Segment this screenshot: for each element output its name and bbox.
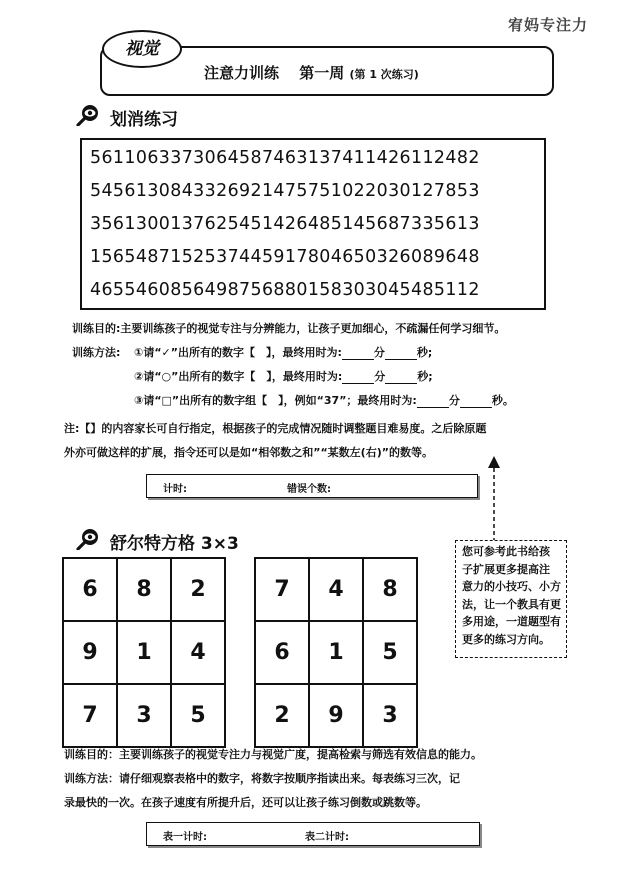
digit-row: 4655460856498756880158303045485112 [90, 280, 480, 300]
time-blank-minutes[interactable] [342, 347, 374, 360]
method-item [134, 344, 432, 360]
side-note-line: 多用途，一道题型有 [462, 615, 561, 628]
grid-cell[interactable]: 9 [63, 621, 117, 684]
training-method-label: 训练方法: [72, 346, 121, 359]
time-blank-minutes[interactable] [417, 395, 449, 408]
side-note-line: 更多的练习方向。 [462, 632, 550, 646]
grid-cell[interactable]: 4 [171, 621, 225, 684]
grid-cell[interactable]: 5 [171, 684, 225, 747]
grid-cell[interactable]: 9 [309, 684, 363, 747]
schulte-method-line1: 训练方法：请仔细观察表格中的数字，将数字按顺序指读出来。每表练习三次，记 [64, 772, 460, 785]
section-schulte-heading [76, 528, 239, 555]
minutes-unit: 分 [448, 394, 460, 407]
time-blank-seconds[interactable] [385, 347, 417, 360]
side-note-line: 法，让一个教具有更 [462, 597, 561, 611]
schulte-grid-2 [254, 557, 418, 748]
grid-cell[interactable]: 6 [255, 621, 309, 684]
grid-cell[interactable]: 7 [63, 684, 117, 747]
arrow-up-icon [484, 456, 504, 542]
time-blank-minutes[interactable] [342, 371, 374, 384]
note-text-line1: 注:【】的内容家长可自行指定，根据孩子的完成情况随时调整题目难易度。之后除原题 [64, 422, 487, 435]
method-item-text: ③请“□”出所有的数字组【 】，例如“37”；最终用时为: [134, 394, 417, 407]
error-count-label: 错误个数: [287, 484, 331, 495]
digit-grid-box [80, 138, 546, 310]
grid-cell[interactable]: 2 [171, 558, 225, 621]
grid-cell[interactable]: 1 [117, 621, 171, 684]
table1-timer-label: 表一计时: [163, 832, 207, 843]
grid-cell[interactable]: 5 [363, 621, 417, 684]
seconds-unit: 秒; [417, 370, 433, 383]
digit-row: 5456130843326921475751022030127853 [90, 181, 480, 201]
schulte-method-line2: 录最快的一次。在孩子速度有所提升后，还可以让孩子练习倒数或跳数等。 [64, 796, 427, 809]
grid-cell[interactable]: 4 [309, 558, 363, 621]
seconds-unit: 秒; [416, 346, 433, 359]
grid-cell[interactable]: 3 [363, 684, 417, 747]
magnifier-eye-icon [76, 104, 100, 131]
header-tab [102, 30, 182, 68]
page-title-main: 注意力训练 第一周 [204, 64, 345, 82]
schulte-timer-box [146, 822, 480, 846]
digit-row: 1565487152537445917804650326089648 [90, 247, 480, 267]
method-item [134, 392, 514, 408]
side-note-line: 意力的小技巧、小方 [462, 580, 561, 593]
note-text-line2: 外亦可做这样的扩展，指令还可以是如“相邻数之和”“某数左(右)”的数等。 [64, 446, 433, 459]
table2-timer-label: 表二计时: [305, 832, 349, 843]
side-note-line: 子扩展更多提高注 [462, 562, 550, 576]
section-cancellation-heading [76, 104, 178, 131]
section-schulte-title: 舒尔特方格 3×3 [110, 534, 239, 554]
method-item-text: ②请“○”出所有的数字【 】，最终用时为: [134, 370, 343, 383]
magnifier-eye-icon [76, 528, 100, 555]
time-blank-seconds[interactable] [385, 371, 417, 384]
timer-label: 计时: [163, 484, 187, 495]
minutes-unit: 分 [374, 370, 386, 383]
timer-error-box [146, 474, 478, 498]
digit-row: 3561300137625451426485145687335613 [90, 214, 480, 234]
grid-cell[interactable]: 8 [117, 558, 171, 621]
grid-cell[interactable]: 7 [255, 558, 309, 621]
grid-cell[interactable]: 6 [63, 558, 117, 621]
time-blank-seconds[interactable] [460, 395, 492, 408]
grid-cell[interactable]: 8 [363, 558, 417, 621]
seconds-unit: 秒。 [491, 394, 514, 407]
brand-logo-text: 宥妈专注力 [508, 16, 589, 34]
method-item-text: ①请“✓”出所有的数字【 】，最终用时为: [134, 346, 342, 359]
side-note-box [455, 540, 567, 658]
grid-cell[interactable]: 3 [117, 684, 171, 747]
training-purpose-text: 训练目的:主要训练孩子的视觉专注与分辨能力，让孩子更加细心，不疏漏任何学习细节。 [72, 322, 506, 335]
schulte-grid-1 [62, 557, 226, 748]
minutes-unit: 分 [373, 346, 385, 359]
page-title [204, 62, 419, 83]
header-tab-label: 视觉 [125, 39, 159, 59]
section-cancellation-title: 划消练习 [110, 110, 178, 130]
schulte-purpose-text: 训练目的：主要训练孩子的视觉专注力与视觉广度，提高检索与筛选有效信息的能力。 [64, 748, 482, 761]
grid-cell[interactable]: 1 [309, 621, 363, 684]
grid-cell[interactable]: 2 [255, 684, 309, 747]
side-note-line: 您可参考此书给孩 [462, 545, 550, 558]
method-item [134, 368, 433, 384]
page-subtitle: (第 1 次练习) [349, 68, 419, 81]
digit-row: 5611063373064587463137411426112482 [90, 148, 480, 168]
